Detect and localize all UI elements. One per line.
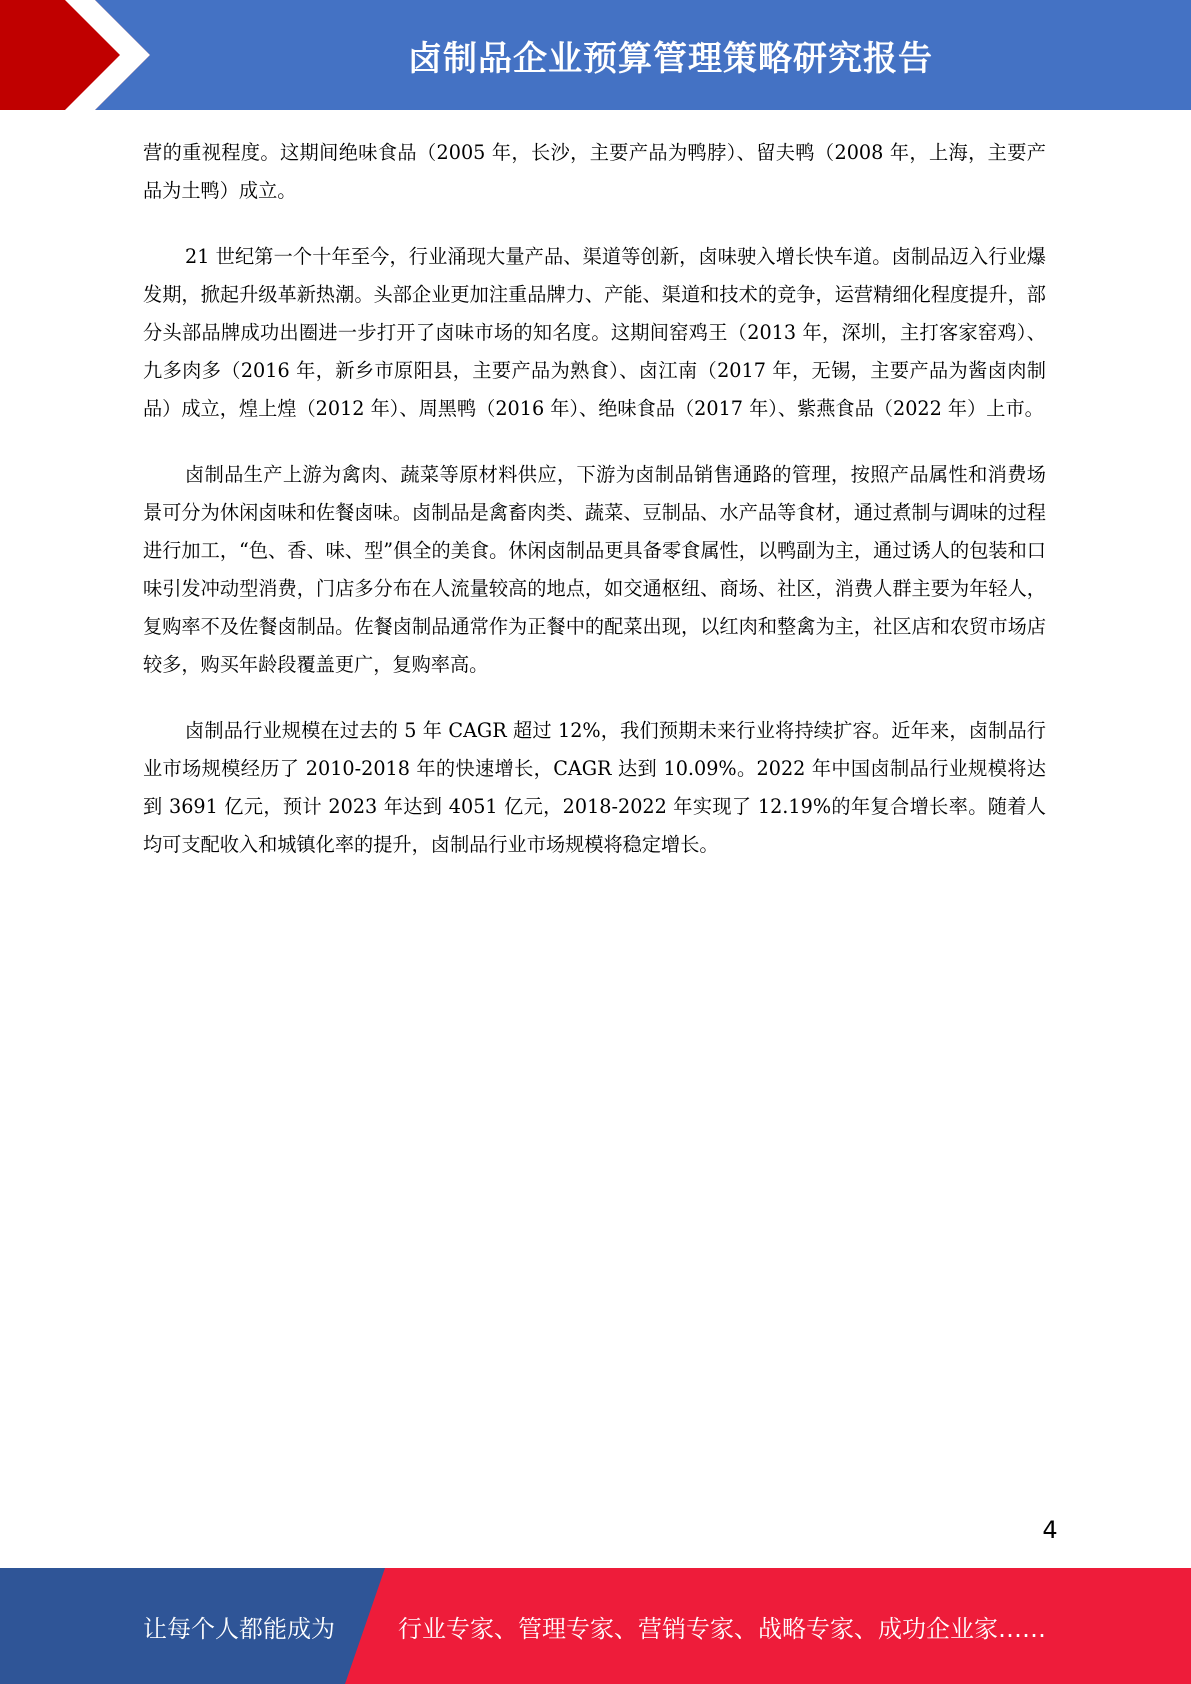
paragraph-4: 卤制品行业规模在过去的 5 年 CAGR 超过 12%，我们预期未来行业将持续扩容。近年来，卤制品行业市场规模经历了 2010-2018 年的快速增长，CAGR 达到 10.09%。2022 年中国卤制品行业规模将达到 3691 亿元，预计 2023 年达到 4051 亿元，2018-2022 年实现了 12.19%的年复合增长率。随着人均可支配收入和城镇化率的提升，卤制品行业市场规模将稳定增长。 [143, 719, 1046, 856]
page-number: 4 [1042, 1516, 1058, 1544]
header-title: 卤制品企业预算管理策略研究报告 [408, 38, 933, 79]
footer-slogan-right: 行业专家、管理专家、营销专家、战略专家、成功企业家…… [398, 1614, 1046, 1643]
paragraph-1: 营的重视程度。这期间绝味食品（2005 年，长沙，主要产品为鸭脖）、留夫鸭（2008 年，上海，主要产品为土鸭）成立。 [143, 141, 1046, 202]
footer-slogan-left: 让每个人都能成为 [143, 1614, 335, 1643]
paragraph-3: 卤制品生产上游为禽肉、蔬菜等原材料供应，下游为卤制品销售通路的管理，按照产品属性和消费场景可分为休闲卤味和佐餐卤味。卤制品是禽畜肉类、蔬菜、豆制品、水产品等食材，通过煮制与调味的过程进行加工，“色、香、味、型”俱全的美食。休闲卤制品更具备零食属性，以鸭副为主，通过诱人的包装和口味引发冲动型消费，门店多分布在人流量较高的地点，如交通枢纽、商场、社区，消费人群主要为年轻人，复购率不及佐餐卤制品。佐餐卤制品通常作为正餐中的配菜出现，以红肉和整禽为主，社区店和农贸市场店较多，购买年龄段覆盖更广，复购率高。 [143, 463, 1046, 676]
document-body [143, 134, 1046, 892]
paragraph-2: 21 世纪第一个十年至今，行业涌现大量产品、渠道等创新，卤味驶入增长快车道。卤制品迈入行业爆发期，掀起升级革新热潮。头部企业更加注重品牌力、产能、渠道和技术的竞争，运营精细化程度提升，部分头部品牌成功出圈进一步打开了卤味市场的知名度。这期间窑鸡王（2013 年，深圳，主打客家窑鸡）、九多肉多（2016 年，新乡市原阳县，主要产品为熟食）、卤江南（2017 年，无锡，主要产品为酱卤肉制品）成立，煌上煌（2012 年）、周黑鸭（2016 年）、绝味食品（2017 年）、紫燕食品（2022 年）上市。 [143, 245, 1046, 420]
page-footer [0, 1568, 1191, 1684]
page-header [0, 0, 1191, 110]
